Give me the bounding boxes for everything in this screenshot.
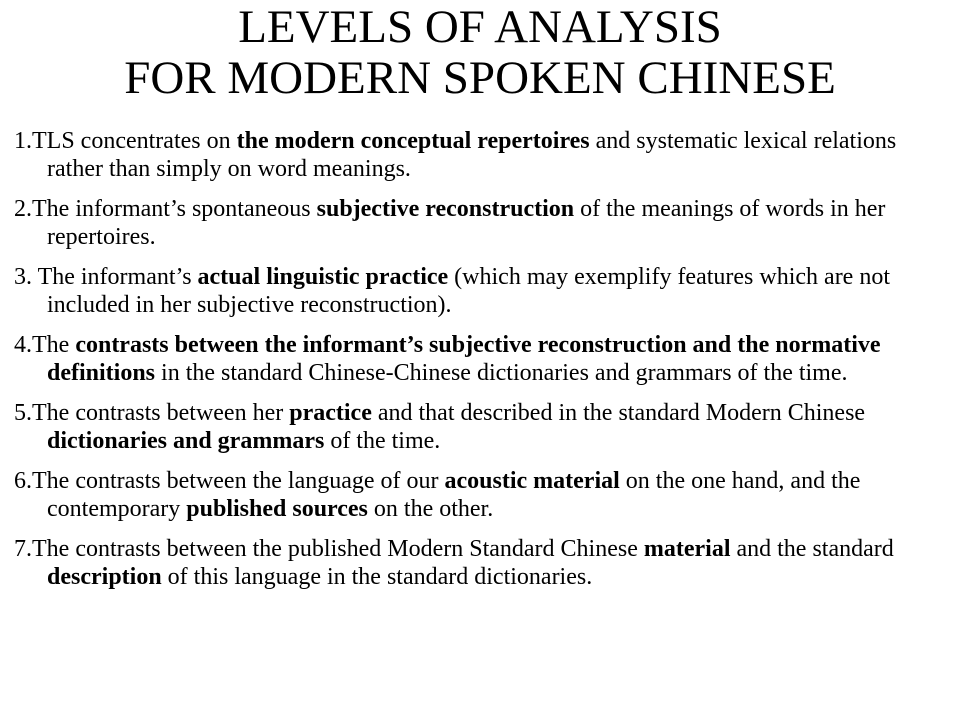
item-6-text-a: 6.The contrasts between the language of our <box>14 468 445 494</box>
item-5-text-c: of the time. <box>324 428 441 454</box>
item-5-text-b: and that described in the standard Modern Chinese <box>371 400 866 426</box>
item-6-text-b: on the one hand, and the contemporary <box>47 468 861 522</box>
item-5-bold-b: dictionaries and grammars <box>47 428 325 454</box>
item-5-bold-a: practice <box>289 400 372 426</box>
list-item-6 <box>14 467 954 523</box>
item-6-bold-a: acoustic material <box>444 468 620 494</box>
list-item-7 <box>14 535 954 591</box>
list-item-3 <box>14 263 954 319</box>
item-5-text-a: 5.The contrasts between her <box>14 400 290 426</box>
slide-title <box>0 2 960 104</box>
item-4-text-a: 4.The <box>14 332 76 358</box>
item-1-bold-a: the modern conceptual repertoires <box>236 128 590 154</box>
item-1-text-a: 1.TLS concentrates on <box>14 128 237 154</box>
item-3-text-b: (which may exemplify features which are not included in her subjective reconstruction). <box>47 264 891 318</box>
item-7-bold-b: description <box>47 564 162 590</box>
item-3-text-a: 3. The informant’s <box>14 264 198 290</box>
item-2-text-a: 2.The informant’s spontaneous <box>14 196 317 222</box>
item-4-bold-a: contrasts between the informant’s subjective reconstruction and the normative definitions <box>47 332 881 386</box>
list-item-2 <box>14 195 954 251</box>
item-7-text-a: 7.The contrasts between the published Modern Standard Chinese <box>14 536 644 562</box>
analysis-levels-list <box>14 127 954 603</box>
item-7-text-b: and the standard <box>730 536 894 562</box>
item-3-bold-a: actual linguistic practice <box>197 264 449 290</box>
slide-title-line-2: FOR MODERN SPOKEN CHINESE <box>124 52 836 104</box>
item-6-text-c: on the other. <box>367 496 494 522</box>
item-1-text-b: and systematic lexical relations rather than simply on word meanings. <box>47 128 897 182</box>
slide-title-line-1: LEVELS OF ANALYSIS <box>238 1 722 53</box>
list-item-1 <box>14 127 954 183</box>
item-7-text-c: of this language in the standard dictionaries. <box>161 564 593 590</box>
list-item-4 <box>14 331 954 387</box>
item-2-text-b: of the meanings of words in her repertoires. <box>47 196 886 250</box>
list-item-5 <box>14 399 954 455</box>
item-2-bold-a: subjective reconstruction <box>316 196 575 222</box>
item-6-bold-b: published sources <box>186 496 368 522</box>
item-7-bold-a: material <box>643 536 731 562</box>
item-4-text-b: in the standard Chinese-Chinese dictionaries and grammars of the time. <box>155 360 848 386</box>
